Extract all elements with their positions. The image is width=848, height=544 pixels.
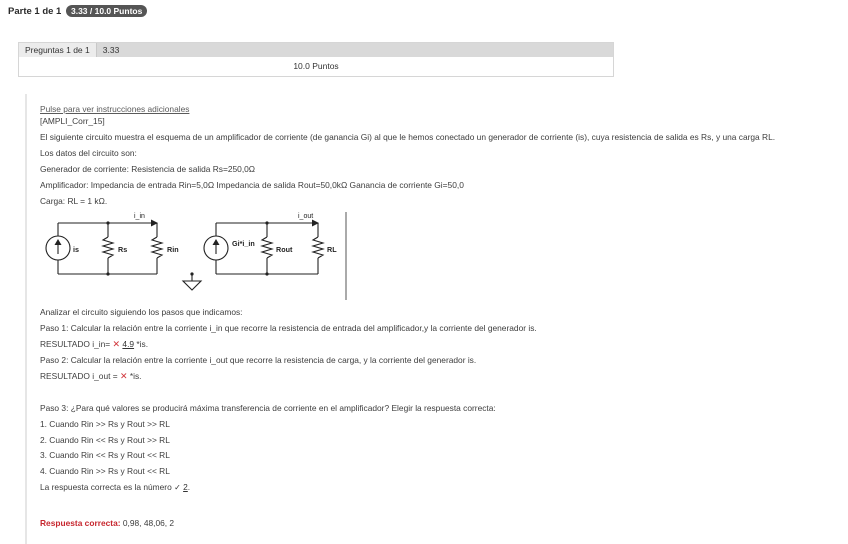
question-navigator bbox=[18, 42, 614, 77]
result1-answer: 4.9 bbox=[122, 339, 135, 349]
result1-suffix: *is. bbox=[136, 339, 149, 349]
step3-text: Paso 3: ¿Para qué valores se producirá máxima transferencia de corriente en el amplificador? Elegir la respuesta correcta: bbox=[40, 403, 496, 413]
result2-row bbox=[40, 371, 142, 382]
generator-data: Generador de corriente: Resistencia de salida Rs=250,0Ω bbox=[40, 164, 256, 174]
question-tab-score: 3.33 bbox=[102, 45, 120, 55]
analyze-text: Analizar el circuito siguiendo los pasos que indicamos: bbox=[40, 307, 243, 317]
result1-row bbox=[40, 339, 148, 350]
label-rl: RL bbox=[327, 245, 337, 254]
label-gi-in: Gi*i_in bbox=[232, 239, 255, 248]
label-is: is bbox=[73, 245, 79, 254]
answer-value: 2 bbox=[183, 482, 188, 492]
data-heading: Los datos del circuito son: bbox=[40, 148, 137, 158]
question-code: [AMPLI_Corr_15] bbox=[40, 116, 105, 126]
option-2: 2. Cuando Rin << Rs y Rout >> RL bbox=[40, 435, 170, 445]
correct-answer-value: 0,98, 48,06, 2 bbox=[122, 518, 175, 528]
check-mark-icon: ✓ bbox=[174, 483, 181, 492]
step1-text: Paso 1: Calcular la relación entre la corriente i_in que recorre la resistencia de entrada del amplificador,y la corriente del generador is. bbox=[40, 323, 537, 333]
answer-row bbox=[40, 482, 190, 492]
answer-suffix: . bbox=[187, 482, 191, 492]
answer-prefix: La respuesta correcta es la número bbox=[40, 482, 172, 492]
result2-suffix: *is. bbox=[129, 371, 142, 381]
wrong-mark-icon: ✕ bbox=[119, 371, 128, 381]
result2-prefix: RESULTADO i_out = bbox=[40, 371, 118, 381]
question-tab-label[interactable]: Preguntas 1 de 1 bbox=[19, 43, 97, 57]
label-rout: Rout bbox=[276, 245, 293, 254]
correct-answer-label: Respuesta correcta: bbox=[40, 518, 121, 528]
result1-prefix: RESULTADO i_in= bbox=[40, 339, 111, 349]
label-i-out: i_out bbox=[298, 213, 314, 220]
part-label: Parte 1 de 1 bbox=[8, 6, 62, 17]
label-rs: Rs bbox=[118, 245, 128, 254]
question-intro: El siguiente circuito muestra el esquema de un amplificador de corriente (de ganancia Gi) al que le hemos conectado un generador de corriente (is), cuya resistencia de salida es Rs, y una carga RL. bbox=[40, 132, 776, 142]
circuit-diagram bbox=[42, 210, 348, 302]
option-1: 1. Cuando Rin >> Rs y Rout >> RL bbox=[40, 419, 170, 429]
load-data: Carga: RL = 1 kΩ. bbox=[40, 196, 108, 206]
part-header bbox=[8, 5, 147, 17]
correct-answer-row bbox=[40, 518, 174, 528]
part-score-badge: 3.33 / 10.0 Puntos bbox=[66, 5, 147, 17]
question-content bbox=[25, 94, 847, 544]
wrong-mark-icon: ✕ bbox=[112, 339, 121, 349]
option-4: 4. Cuando Rin >> Rs y Rout << RL bbox=[40, 466, 170, 476]
option-3: 3. Cuando Rin << Rs y Rout << RL bbox=[40, 450, 170, 460]
label-i-in: i_in bbox=[134, 213, 145, 220]
question-points: 10.0 Puntos bbox=[293, 61, 339, 71]
step2-text: Paso 2: Calcular la relación entre la corriente i_out que recorre la resistencia de carga, y la corriente del generador is. bbox=[40, 355, 477, 365]
instructions-link[interactable]: Pulse para ver instrucciones adicionales bbox=[40, 104, 190, 114]
amplifier-data: Amplificador: Impedancia de entrada Rin=5,0Ω Impedancia de salida Rout=50,0kΩ Ganancia de corriente Gi=50,0 bbox=[40, 180, 464, 190]
label-rin: Rin bbox=[167, 245, 179, 254]
